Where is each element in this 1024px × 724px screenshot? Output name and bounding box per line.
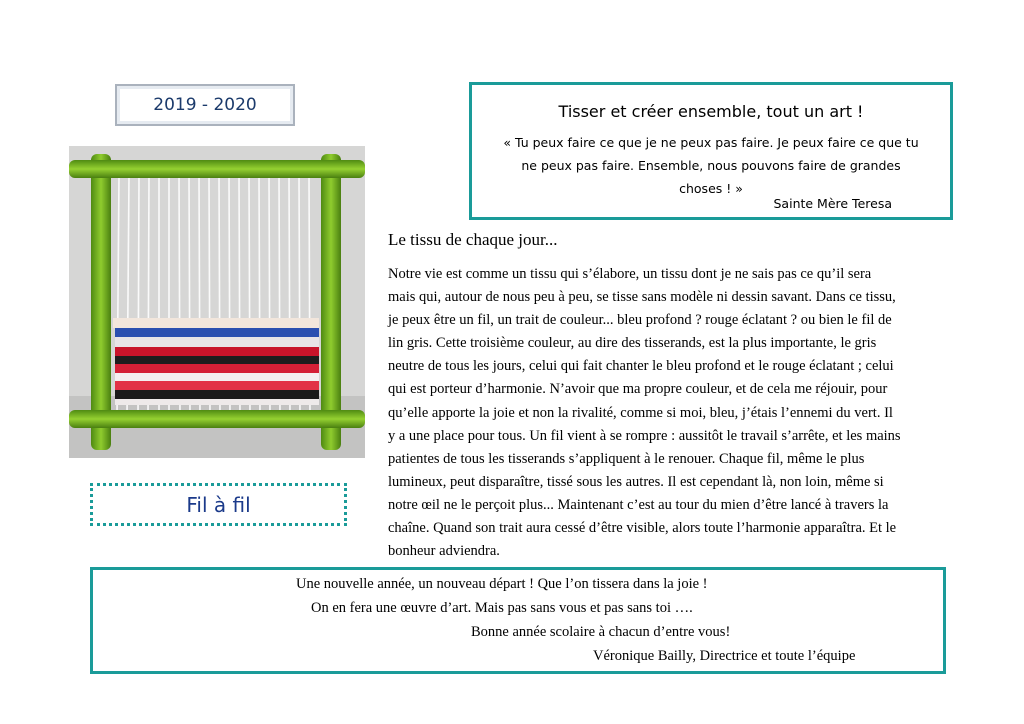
article-line: qui est porteur d’harmonie. N’avoir que ma propre couleur, et de cela me réjouir, pour <box>388 381 888 398</box>
article-line: mais qui, autour de nous peu à peu, se tisse sans modèle ni dessin savant. Dans ce tissu, <box>388 289 896 306</box>
greeting-line: On en fera une œuvre d’art. Mais pas sans vous et pas sans toi …. <box>311 600 693 616</box>
article-line: neutre de tous les jours, celui qui fait chanter le bleu profond et le rouge éclatant ; celui <box>388 358 894 375</box>
quote-line: ne peux pas faire. Ensemble, nous pouvons faire de grandes <box>521 158 901 173</box>
quote-author: Sainte Mère Teresa <box>773 196 892 211</box>
fil-a-fil-text: Fil à fil <box>186 492 251 517</box>
weaving-loom-icon <box>69 146 365 458</box>
article-line: je peux être un fil, un trait de couleur... bleu profond ? rouge éclatant ? ou bien le fil de <box>388 312 892 329</box>
article-line: notre œil ne le perçoit plus... Maintenant c’est au tour du mien d’être lancé à travers la <box>388 496 889 513</box>
greeting-line: Bonne année scolaire à chacun d’entre vous! <box>471 624 731 640</box>
signature-line: Véronique Bailly, Directrice et toute l’équipe <box>593 648 856 664</box>
article-line: qu’elle apporte la joie et non la rivalité, comme si moi, bleu, j’étais l’ennemi du vert. Il <box>388 404 893 421</box>
article-line: chaîne. Quand son trait aura cessé d’être visible, alors toute l’harmonie apparaîtra. Et le <box>388 520 897 537</box>
article-title: Le tissu de chaque jour... <box>388 230 558 249</box>
greeting-line: Une nouvelle année, un nouveau départ ! Que l’on tissera dans la joie ! <box>296 576 708 592</box>
article-line: lumineux, peut disparaître, tissé sous les autres. Il est cependant là, non loin, même si <box>388 473 884 490</box>
fil-a-fil-label <box>90 483 347 526</box>
article-body <box>388 263 958 563</box>
greeting-box <box>90 567 946 674</box>
year-text: 2019 - 2020 <box>153 95 257 115</box>
weaving-loom-image <box>69 146 365 458</box>
article-line: lin gris. Cette troisième couleur, au dire des tisserands, est la plus importante, le gris <box>388 335 877 352</box>
quote-line: choses ! » <box>679 181 743 196</box>
quote-line: « Tu peux faire ce que je ne peux pas faire. Je peux faire ce que tu <box>503 135 919 150</box>
article-line: y a une place pour tous. Un fil vient à se rompre : aussitôt le travail s’arrête, et les mains <box>388 427 901 444</box>
article-line: Notre vie est comme un tissu qui s’élabore, un tissu dont je ne sais pas ce qu’il sera <box>388 266 872 282</box>
article-line: patientes de tous les tisserands s’appliquent à le renouer. Chaque fil, même le plus <box>388 450 865 467</box>
quote-title: Tisser et créer ensemble, tout un art ! <box>558 102 864 121</box>
quote-text <box>482 131 940 200</box>
article-line: bonheur adviendra. <box>388 543 500 560</box>
year-badge <box>115 84 295 126</box>
quote-box <box>469 82 953 220</box>
